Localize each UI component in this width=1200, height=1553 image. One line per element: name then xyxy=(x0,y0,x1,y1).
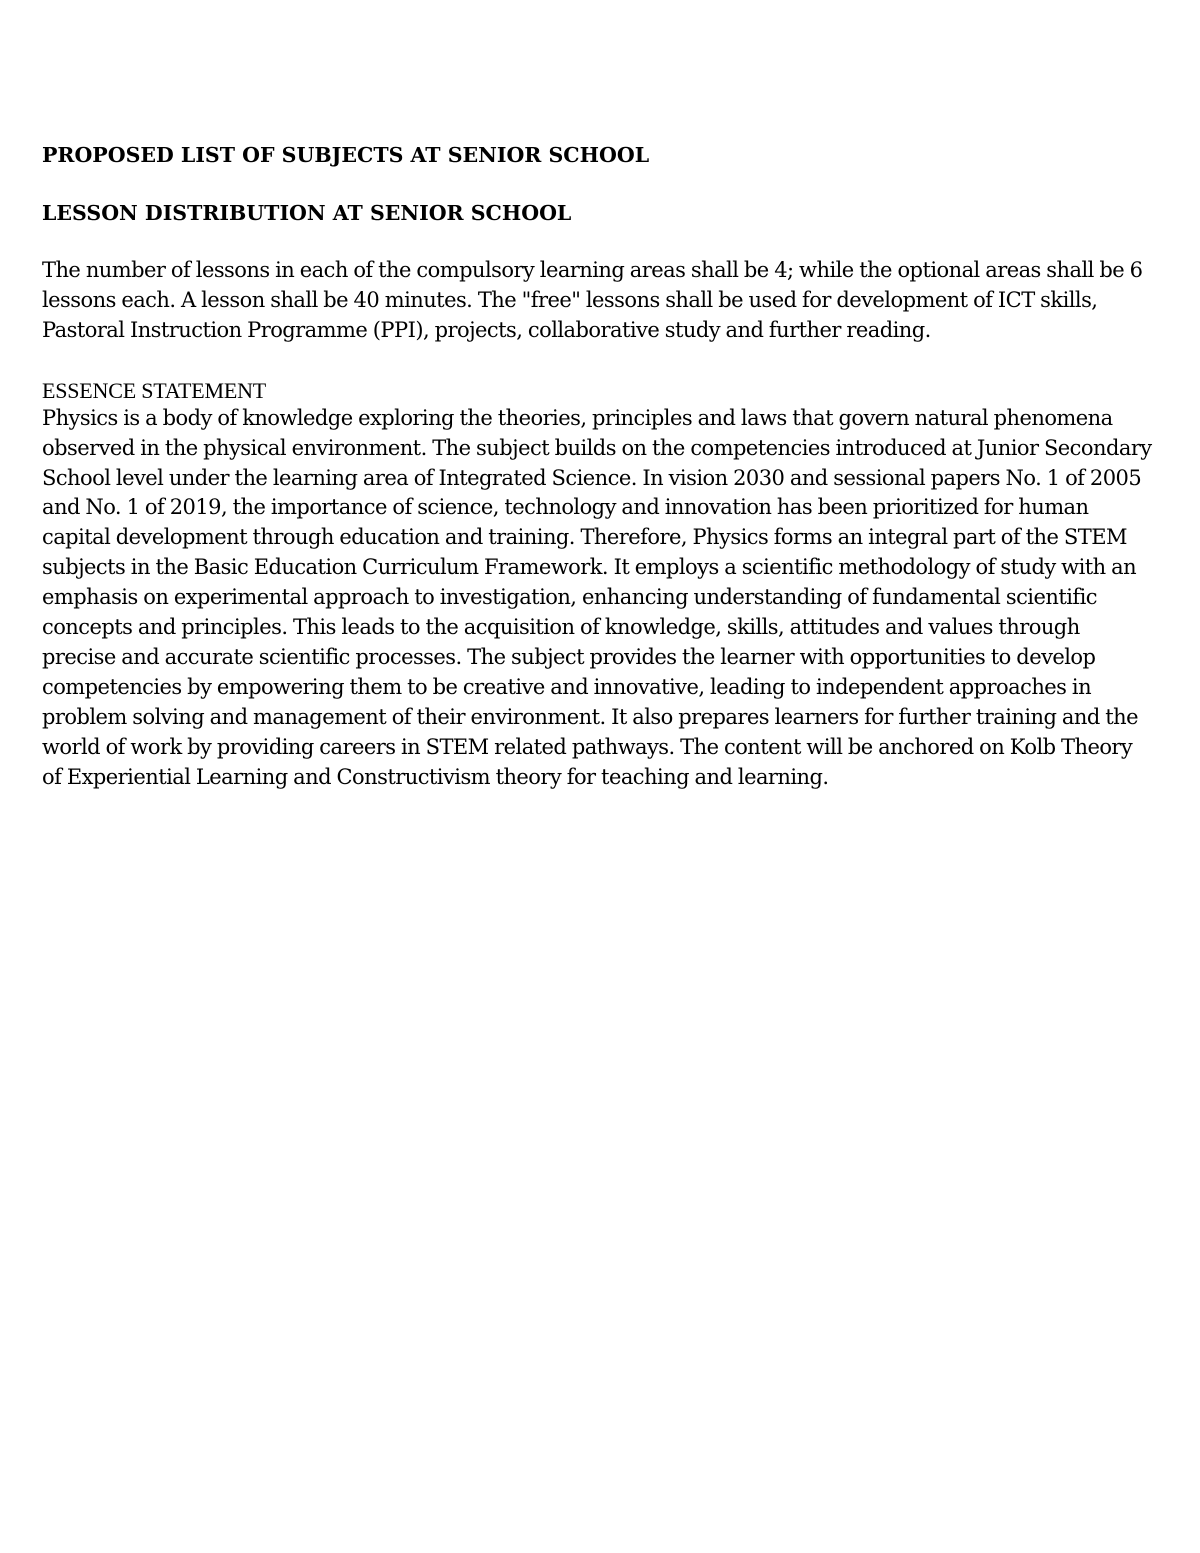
document-page xyxy=(42,140,1154,793)
heading-lesson-distribution: LESSON DISTRIBUTION AT SENIOR SCHOOL xyxy=(42,201,572,225)
lessons-paragraph: The number of lessons in each of the compulsory learning areas shall be 4; while the optional areas shall be 6 lessons each. A lesson shall be 40 minutes. The "free" lessons shall be used for development of ICT skills, Pastoral Instruction Programme (PPI), projects, collaborative study and further reading. xyxy=(42,258,1143,342)
heading-proposed-subjects: PROPOSED LIST OF SUBJECTS AT SENIOR SCHOOL xyxy=(42,143,650,167)
essence-statement-label: ESSENCE STATEMENT xyxy=(42,377,267,403)
essence-statement-paragraph: Physics is a body of knowledge exploring the theories, principles and laws that govern natural phenomena observed in the physical environment. The subject builds on the competencies introduced at Junior Secondary School level under the learning area of Integrated Science. In vision 2030 and sessional papers No. 1 of 2005 and No. 1 of 2019, the importance of science, technology and innovation has been prioritized for human capital development through education and training. Therefore, Physics forms an integral part of the STEM subjects in the Basic Education Curriculum Framework. It employs a scientific methodology of study with an emphasis on experimental approach to investigation, enhancing understanding of fundamental scientific concepts and principles. This leads to the acquisition of knowledge, skills, attitudes and values through precise and accurate scientific processes. The subject provides the learner with opportunities to develop competencies by empowering them to be creative and innovative, leading to independent approaches in problem solving and management of their environment. It also prepares learners for further training and the world of work by providing careers in STEM related pathways. The content will be anchored on Kolb Theory of Experiential Learning and Constructivism theory for teaching and learning. xyxy=(42,405,1152,789)
